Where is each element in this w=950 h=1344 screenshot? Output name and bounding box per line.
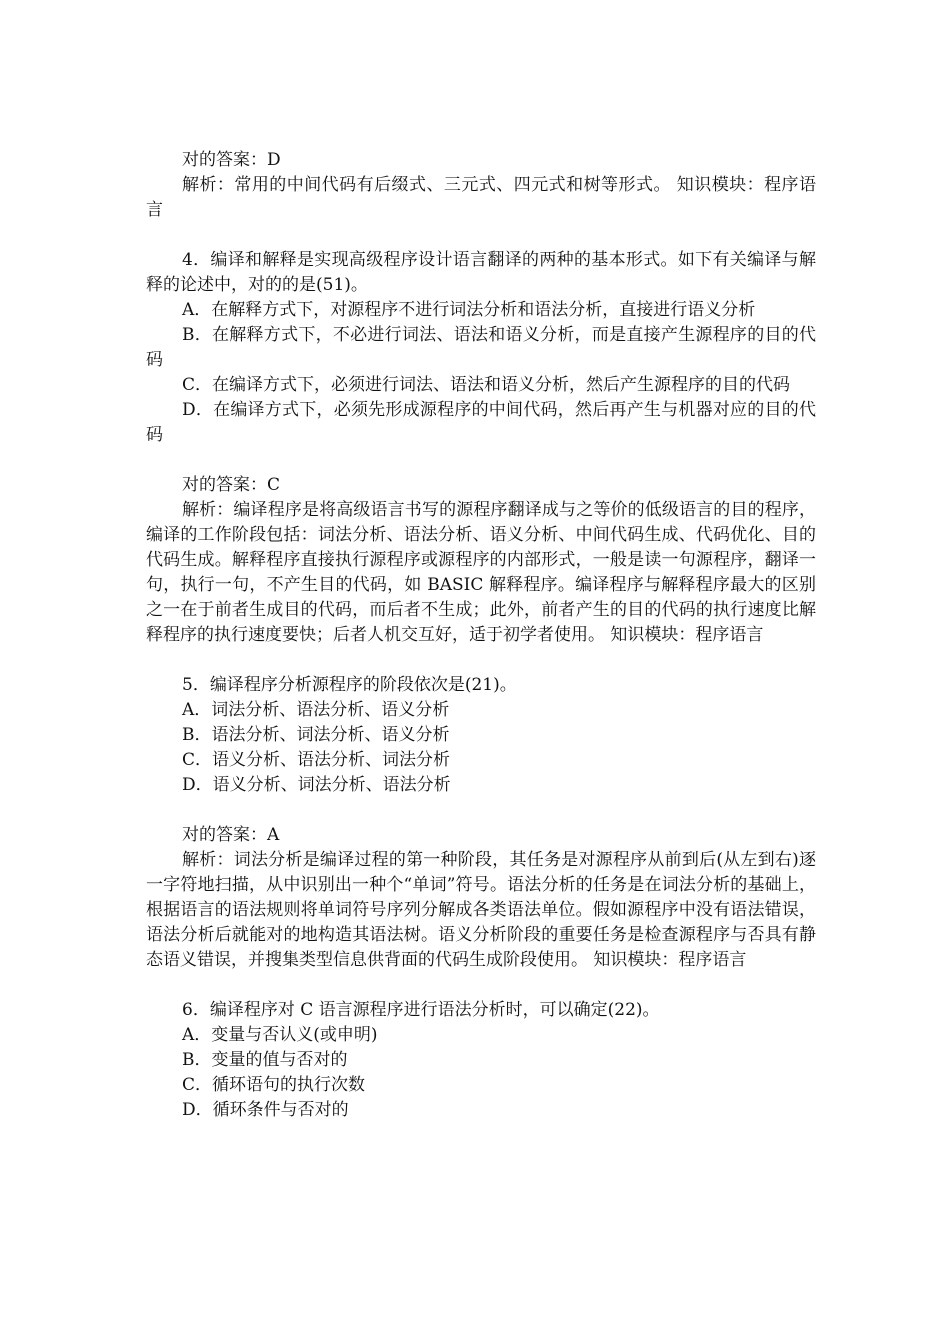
paragraph-gap <box>146 973 816 998</box>
question-5-option-d: D．语义分析、词法分析、语法分析 <box>182 775 451 795</box>
question-5-option-a: A．词法分析、语法分析、语义分析 <box>182 700 450 720</box>
paragraph-gap <box>146 648 816 673</box>
question-6-option-a: A．变量与否认义(或申明) <box>182 1025 378 1045</box>
question-5-analysis: 解析：词法分析是编译过程的第一种阶段，其任务是对源程序从前到后(从左到右)逐一字符地扫描，从中识别出一种个“单词”符号。语法分析的任务是在词法分析的基础上，根据语言的语法规则将单词符号序列分解成各类语法单位。假如源程序中没有语法错误，语法分析后就能对的地构造其语法树。语义分析阶段的重要任务是检查源程序与否具有静态语义错误，并搜集类型信息供背面的代码生成阶段使用。 知识模块：程序语言 <box>146 850 816 970</box>
question-6-option-c: C．循环语句的执行次数 <box>182 1075 366 1095</box>
question-4-answer: 对的答案：C <box>182 475 281 495</box>
question-6-option-b: B．变量的值与否对的 <box>182 1050 348 1070</box>
question-5-option-c: C．语义分析、语法分析、词法分析 <box>182 750 451 770</box>
paragraph-gap <box>146 798 816 823</box>
question-6-option-d: D．循环条件与否对的 <box>182 1100 349 1120</box>
question-4-option-a: A．在解释方式下，对源程序不进行词法分析和语法分析，直接进行语义分析 <box>182 300 756 320</box>
question-5-option-b: B．语法分析、词法分析、语义分析 <box>182 725 450 745</box>
question-5-stem: 5．编译程序分析源程序的阶段依次是(21)。 <box>182 675 517 695</box>
question-4-analysis: 解析：编译程序是将高级语言书写的源程序翻译成与之等价的低级语言的目的程序，编译的工作阶段包括：词法分析、语法分析、语义分析、中间代码生成、代码优化、目的代码生成。解释程序直接执行源程序或源程序的内部形式，一般是读一句源程序，翻译一句，执行一句，不产生目的代码，如 BASIC 解释程序。编译程序与解释程序最大的区别之一在于前者生成目的代码，而后者不生成；此外，前者产生的目的代码的执行速度比解释程序的执行速度要快；后者人机交互好，适于初学者使用。 知识模块：程序语言 <box>146 500 816 645</box>
question-4-stem: 4．编译和解释是实现高级程序设计语言翻译的两种的基本形式。如下有关编译与解释的论述中，对的的是(51)。 <box>146 250 816 295</box>
answer-line: 对的答案：D <box>182 150 281 170</box>
question-4-option-c: C．在编译方式下，必须进行词法、语法和语义分析，然后产生源程序的目的代码 <box>182 375 791 395</box>
analysis-paragraph: 解析：常用的中间代码有后缀式、三元式、四元式和树等形式。 知识模块：程序语言 <box>146 175 816 220</box>
paragraph-gap <box>146 223 816 248</box>
question-5-answer: 对的答案：A <box>182 825 280 845</box>
document-body <box>146 148 816 1123</box>
paragraph-gap <box>146 448 816 473</box>
question-4-option-d: D．在编译方式下，必须先形成源程序的中间代码，然后再产生与机器对应的目的代码 <box>146 400 816 445</box>
question-6-stem: 6．编译程序对 C 语言源程序进行语法分析时，可以确定(22)。 <box>182 1000 660 1020</box>
question-4-option-b: B．在解释方式下，不必进行词法、语法和语义分析，而是直接产生源程序的目的代码 <box>146 325 816 370</box>
